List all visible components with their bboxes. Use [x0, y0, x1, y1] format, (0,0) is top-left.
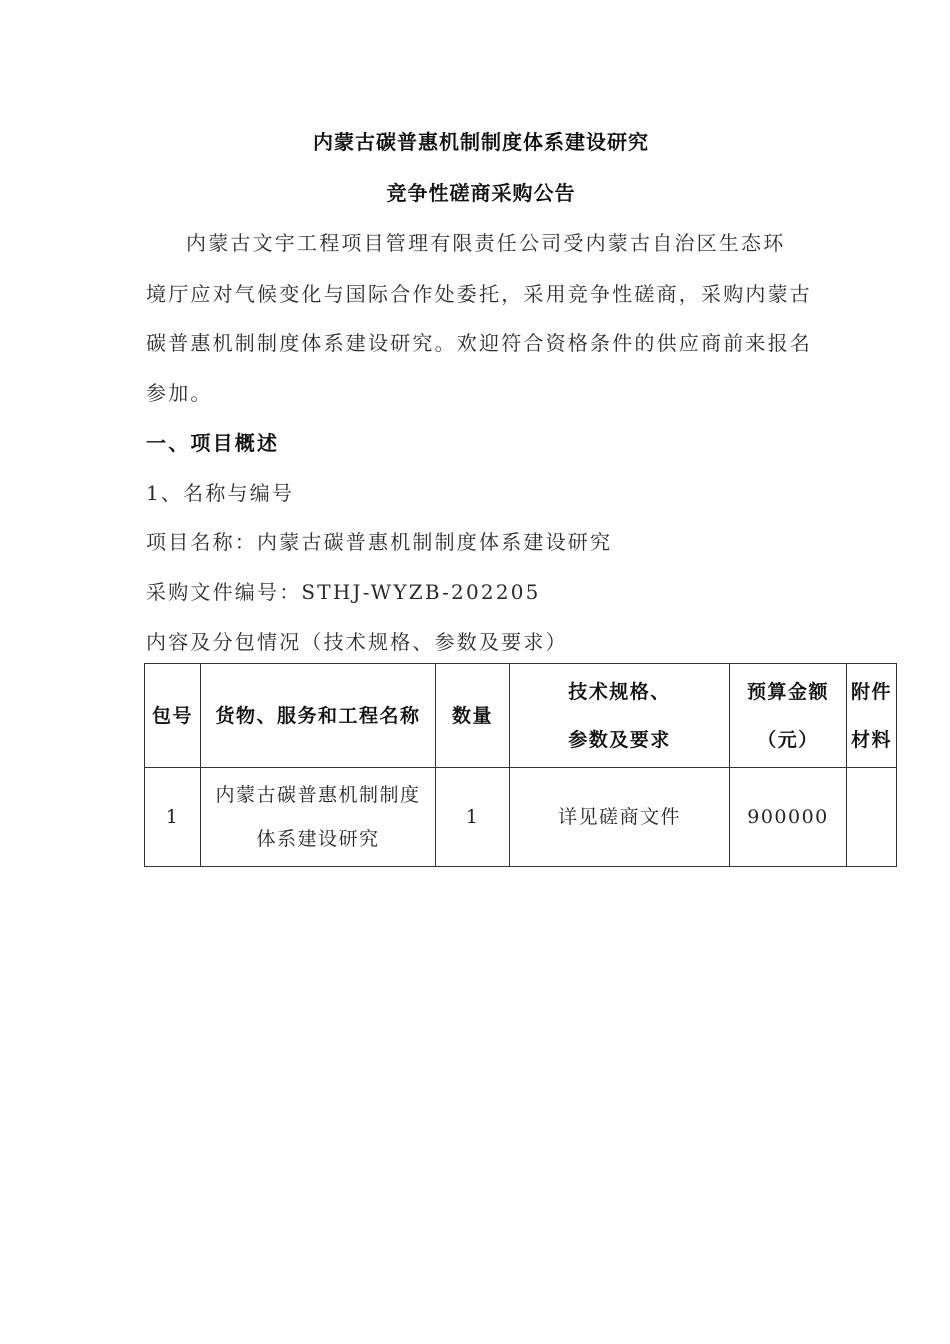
document-subtitle: 竞争性磋商采购公告 — [386, 181, 576, 205]
header-attach-line1: 附件 — [850, 680, 892, 703]
header-package: 包号 — [145, 664, 201, 768]
cell-quantity: 1 — [436, 768, 510, 867]
header-budget — [730, 664, 847, 768]
project-name: 项目名称：内蒙古碳普惠机制制度体系建设研究 — [146, 530, 613, 554]
document-title: 内蒙古碳普惠机制制度体系建设研究 — [313, 130, 649, 154]
cell-spec: 详见磋商文件 — [510, 768, 730, 867]
cell-attachment — [847, 768, 897, 867]
header-attachment — [847, 664, 897, 768]
table-header-row — [145, 664, 897, 768]
header-budget-line2: （元） — [757, 728, 819, 751]
intro-line-3: 碳普惠机制制度体系建设研究。欢迎符合资格条件的供应商前来报名 — [146, 331, 812, 355]
document-number: 采购文件编号：STHJ-WYZB-202205 — [146, 580, 541, 604]
intro-line-1: 内蒙古文宇工程项目管理有限责任公司受内蒙古自治区生态环 — [186, 231, 786, 255]
intro-line-2: 境厅应对气候变化与国际合作处委托，采用竞争性磋商，采购内蒙古 — [146, 282, 812, 306]
cell-goods — [201, 768, 436, 867]
header-spec-line1: 技术规格、 — [568, 680, 671, 703]
header-goods: 货物、服务和工程名称 — [201, 664, 436, 768]
content-heading: 内容及分包情况（技术规格、参数及要求） — [146, 630, 568, 654]
cell-goods-line1: 内蒙古碳普惠机制制度 — [215, 784, 421, 806]
table-row — [145, 768, 897, 867]
cell-budget: 900000 — [730, 768, 847, 867]
header-budget-line1: 预算金额 — [746, 680, 829, 703]
subsection-heading: 1、名称与编号 — [146, 481, 295, 505]
header-attach-line2: 材料 — [850, 728, 892, 751]
header-spec-line2: 参数及要求 — [568, 728, 671, 751]
section-heading: 一、项目概述 — [146, 431, 280, 455]
cell-goods-line2: 体系建设研究 — [256, 828, 380, 850]
procurement-table — [144, 663, 897, 867]
cell-package: 1 — [145, 768, 201, 867]
header-quantity: 数量 — [436, 664, 510, 768]
header-spec — [510, 664, 730, 768]
intro-line-4: 参加。 — [146, 381, 213, 405]
